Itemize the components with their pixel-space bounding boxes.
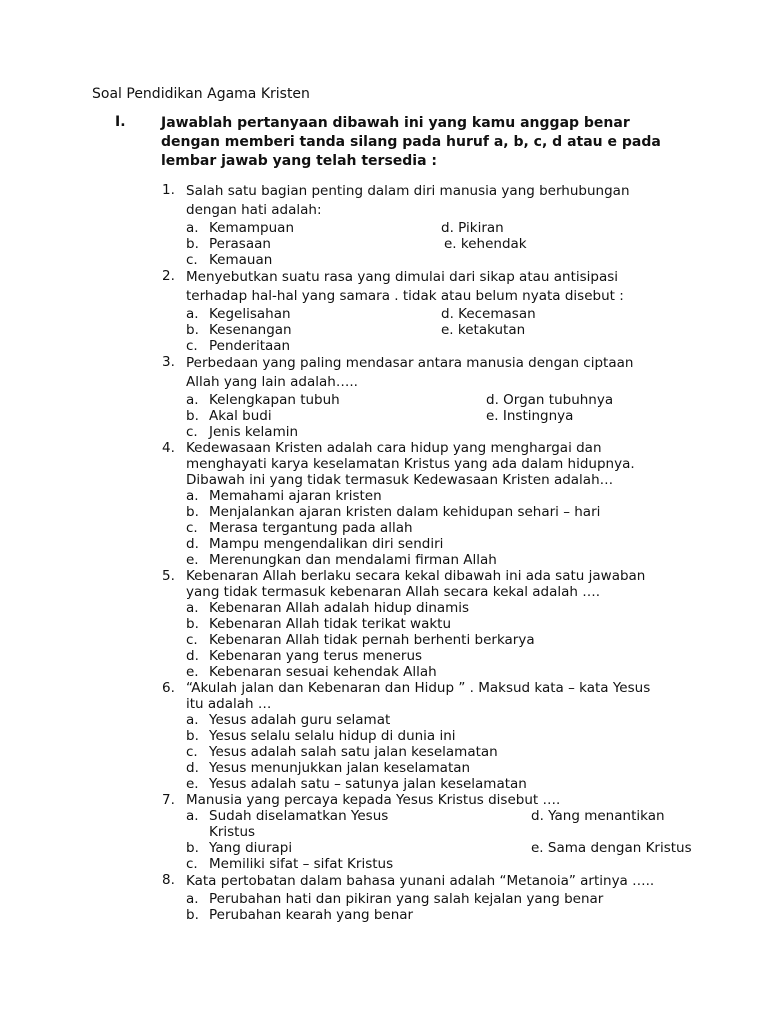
answer-option[interactable] bbox=[186, 600, 682, 616]
option-letter: b. bbox=[186, 408, 199, 424]
answer-option[interactable] bbox=[186, 536, 682, 552]
question-text: Menyebutkan suatu rasa yang dimulai dari sikap atau antisipasi terhadap hal-hal yang samara . tidak atau belum nyata disebut : bbox=[186, 269, 624, 304]
answer-option[interactable] bbox=[186, 520, 682, 536]
option-letter: c. bbox=[186, 520, 198, 536]
option-letter: d. bbox=[186, 648, 199, 664]
option-letter: b. bbox=[186, 728, 199, 744]
answer-option[interactable] bbox=[186, 408, 682, 424]
question-item bbox=[162, 568, 682, 680]
option-text: Jenis kelamin bbox=[209, 424, 299, 440]
option-letter: a. bbox=[186, 306, 199, 322]
answer-option[interactable] bbox=[186, 808, 682, 840]
answer-option[interactable] bbox=[186, 648, 682, 664]
answer-option[interactable] bbox=[186, 220, 682, 236]
question-number: 6. bbox=[162, 680, 175, 696]
option-letter: e. bbox=[186, 664, 199, 680]
option-text: Perasaan bbox=[209, 236, 271, 252]
option-letter: a. bbox=[186, 220, 199, 236]
question-item bbox=[162, 872, 682, 923]
answer-option[interactable] bbox=[186, 252, 682, 268]
option-text-right[interactable]: d. Pikiran bbox=[441, 220, 504, 236]
question-item bbox=[162, 680, 682, 792]
option-text: Kebenaran sesuai kehendak Allah bbox=[209, 664, 437, 680]
answer-option[interactable] bbox=[186, 760, 682, 776]
option-text: Yesus adalah guru selamat bbox=[209, 712, 391, 728]
question-number: 2. bbox=[162, 268, 175, 284]
option-text: Menjalankan ajaran kristen dalam kehidupan sehari – hari bbox=[209, 504, 601, 520]
option-text-right[interactable]: d. Kecemasan bbox=[441, 306, 536, 322]
question-text: Manusia yang percaya kepada Yesus Kristus disebut …. bbox=[186, 792, 561, 808]
option-text-continuation: Kristus bbox=[209, 824, 256, 840]
question-list bbox=[162, 182, 692, 923]
option-text: Perubahan hati dan pikiran yang salah kejalan yang benar bbox=[209, 891, 604, 907]
option-text: Sudah diselamatkan Yesus bbox=[209, 808, 389, 824]
answer-option[interactable] bbox=[186, 907, 682, 923]
option-text: Perubahan kearah yang benar bbox=[209, 907, 414, 923]
option-text: Kebenaran Allah tidak pernah berhenti berkarya bbox=[209, 632, 535, 648]
answer-option[interactable] bbox=[186, 236, 682, 252]
question-text: Kata pertobatan dalam bahasa yunani adalah “Metanoia” artinya ….. bbox=[186, 873, 655, 889]
option-text: Kebenaran yang terus menerus bbox=[209, 648, 423, 664]
option-text-right[interactable]: d. Yang menantikan bbox=[531, 808, 665, 824]
answer-option[interactable] bbox=[186, 712, 682, 728]
option-letter: c. bbox=[186, 338, 198, 354]
section-number: I. bbox=[115, 114, 126, 130]
answer-option[interactable] bbox=[186, 856, 682, 872]
answer-option[interactable] bbox=[186, 776, 682, 792]
answer-option[interactable] bbox=[186, 424, 682, 440]
option-letter: b. bbox=[186, 322, 199, 338]
question-item bbox=[162, 440, 682, 568]
question-number: 3. bbox=[162, 354, 175, 370]
option-text: Memahami ajaran kristen bbox=[209, 488, 382, 504]
option-letter: a. bbox=[186, 712, 199, 728]
option-letter: a. bbox=[186, 808, 199, 824]
answer-option[interactable] bbox=[186, 392, 682, 408]
answer-option[interactable] bbox=[186, 728, 682, 744]
document-title: Soal Pendidikan Agama Kristen bbox=[92, 86, 310, 102]
question-number: 5. bbox=[162, 568, 175, 584]
option-letter: c. bbox=[186, 744, 198, 760]
question-text: Salah satu bagian penting dalam diri manusia yang berhubungan dengan hati adalah: bbox=[186, 183, 630, 218]
option-text: Kebenaran Allah tidak terikat waktu bbox=[209, 616, 452, 632]
option-text: Yang diurapi bbox=[209, 840, 293, 856]
option-letter: e. bbox=[186, 776, 199, 792]
answer-option[interactable] bbox=[186, 504, 682, 520]
question-number: 8. bbox=[162, 872, 175, 888]
option-text: Mampu mengendalikan diri sendiri bbox=[209, 536, 444, 552]
question-number: 4. bbox=[162, 440, 175, 456]
option-letter: d. bbox=[186, 536, 199, 552]
option-text: Yesus selalu selalu hidup di dunia ini bbox=[209, 728, 456, 744]
question-text: “Akulah jalan dan Kebenaran dan Hidup ” . Maksud kata – kata Yesus itu adalah … bbox=[186, 680, 651, 712]
answer-option[interactable] bbox=[186, 664, 682, 680]
question-item bbox=[162, 182, 682, 268]
option-letter: a. bbox=[186, 600, 199, 616]
option-letter: a. bbox=[186, 488, 199, 504]
answer-option[interactable] bbox=[186, 322, 682, 338]
answer-option[interactable] bbox=[186, 488, 682, 504]
option-text-right[interactable]: e. Sama dengan Kristus bbox=[531, 840, 692, 856]
answer-option[interactable] bbox=[186, 306, 682, 322]
option-letter: a. bbox=[186, 891, 199, 907]
option-text: Yesus adalah satu – satunya jalan keselamatan bbox=[209, 776, 527, 792]
option-letter: c. bbox=[186, 632, 198, 648]
section-instruction: Jawablah pertanyaan dibawah ini yang kamu anggap benar dengan memberi tanda silang pada huruf a, b, c, d atau e pada lembar jawab yang telah tersedia : bbox=[161, 115, 661, 169]
option-text: Kemauan bbox=[209, 252, 273, 268]
option-letter: b. bbox=[186, 236, 199, 252]
option-letter: d. bbox=[186, 760, 199, 776]
option-text: Kelengkapan tubuh bbox=[209, 392, 340, 408]
option-text: Memiliki sifat – sifat Kristus bbox=[209, 856, 394, 872]
answer-option[interactable] bbox=[186, 616, 682, 632]
option-text: Yesus adalah salah satu jalan keselamatan bbox=[209, 744, 498, 760]
question-text: Kedewasaan Kristen adalah cara hidup yang menghargai dan menghayati karya keselamatan Kristus yang ada dalam hidupnya. Dibawah ini yang tidak termasuk Kedewasaan Kristen adalah… bbox=[186, 440, 635, 488]
answer-option[interactable] bbox=[186, 891, 682, 907]
option-text: Merasa tergantung pada allah bbox=[209, 520, 413, 536]
question-text: Kebenaran Allah berlaku secara kekal dibawah ini ada satu jawaban yang tidak termasuk kebenaran Allah secara kekal adalah …. bbox=[186, 568, 646, 600]
answer-option[interactable] bbox=[186, 338, 682, 354]
option-text: Kesenangan bbox=[209, 322, 292, 338]
option-letter: b. bbox=[186, 504, 199, 520]
option-text: Merenungkan dan mendalami firman Allah bbox=[209, 552, 497, 568]
answer-option[interactable] bbox=[186, 552, 682, 568]
answer-option[interactable] bbox=[186, 744, 682, 760]
answer-option[interactable] bbox=[186, 840, 692, 856]
option-letter: b. bbox=[186, 616, 199, 632]
question-number: 7. bbox=[162, 792, 175, 808]
answer-option[interactable] bbox=[186, 632, 682, 648]
option-text-right[interactable]: e. ketakutan bbox=[441, 322, 526, 338]
option-text-right[interactable]: e. Instingnya bbox=[486, 408, 574, 424]
option-letter: c. bbox=[186, 252, 198, 268]
question-item bbox=[162, 792, 692, 872]
option-text: Penderitaan bbox=[209, 338, 291, 354]
option-letter: e. bbox=[186, 552, 199, 568]
option-text-right[interactable]: d. Organ tubuhnya bbox=[486, 392, 614, 408]
question-text: Perbedaan yang paling mendasar antara manusia dengan ciptaan Allah yang lain adalah….. bbox=[186, 355, 634, 390]
question-item bbox=[162, 268, 682, 354]
option-text-right[interactable]: e. kehendak bbox=[444, 236, 527, 252]
option-text: Kemampuan bbox=[209, 220, 295, 236]
option-letter: c. bbox=[186, 424, 198, 440]
option-text: Akal budi bbox=[209, 408, 272, 424]
option-letter: c. bbox=[186, 856, 198, 872]
question-item bbox=[162, 354, 682, 440]
option-letter: b. bbox=[186, 840, 199, 856]
option-text: Yesus menunjukkan jalan keselamatan bbox=[209, 760, 471, 776]
option-letter: b. bbox=[186, 907, 199, 923]
option-text: Kegelisahan bbox=[209, 306, 291, 322]
question-number: 1. bbox=[162, 182, 175, 198]
option-text: Kebenaran Allah adalah hidup dinamis bbox=[209, 600, 470, 616]
option-letter: a. bbox=[186, 392, 199, 408]
